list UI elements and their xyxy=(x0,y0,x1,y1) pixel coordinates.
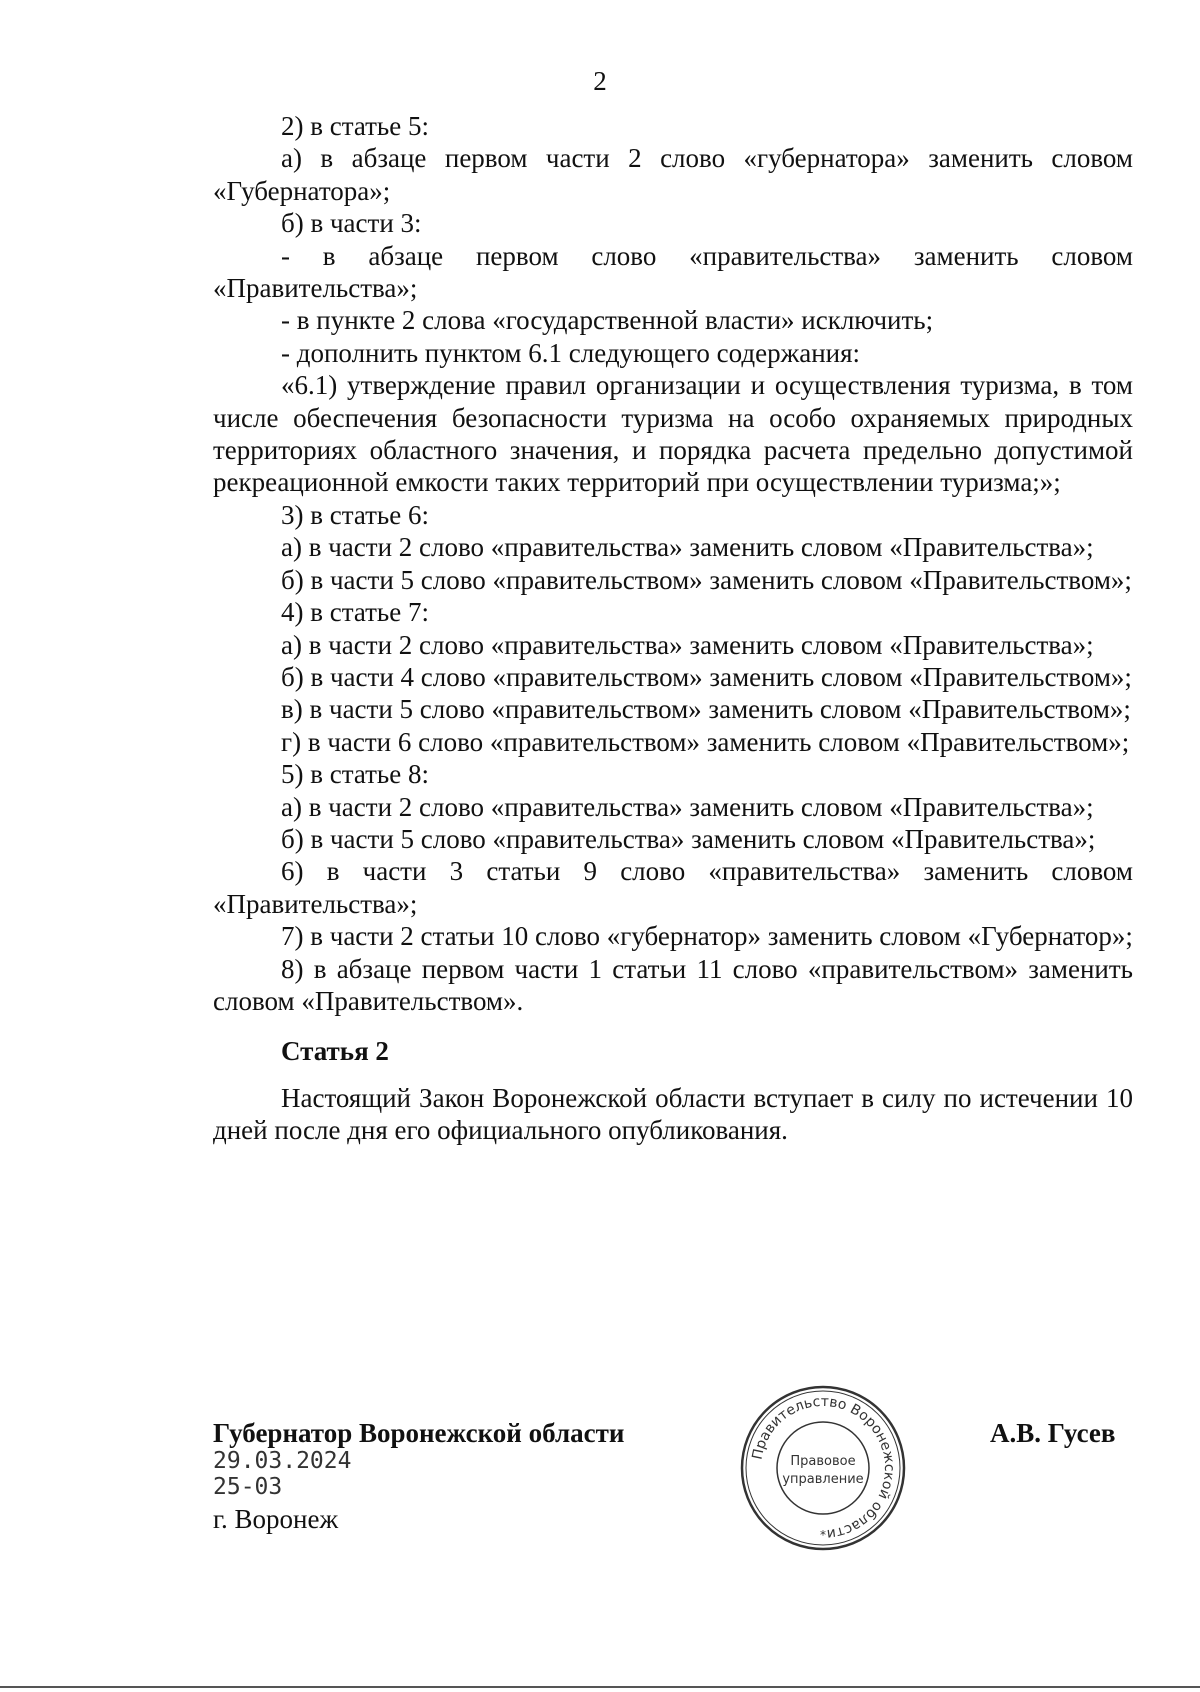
paragraph: 2) в статье 5: xyxy=(281,111,429,141)
paragraph: 8) в абзаце первом части 1 статьи 11 слово «правительством» заменить словом «Правительством». xyxy=(213,953,1133,1016)
stamp-center-line2: управление xyxy=(782,1472,864,1487)
city: г. Воронеж xyxy=(213,1504,339,1534)
paragraph: - в абзаце первом слово «правительства» заменить словом «Правительства»; xyxy=(213,240,1133,304)
bottom-rule xyxy=(0,1686,1200,1688)
signature-block xyxy=(213,1418,624,1534)
document-body xyxy=(213,110,1133,1147)
paragraph: - дополнить пунктом 6.1 следующего содержания: xyxy=(281,337,861,368)
paragraph: 7) в части 2 статьи 10 слово «губернатор» заменить словом «Губернатор»; xyxy=(281,921,1133,952)
paragraph: а) в части 2 слово «правительства» заменить словом «Правительства»; xyxy=(281,532,1094,563)
paragraph: - в пункте 2 слова «государственной власти» исключить; xyxy=(281,305,934,336)
signing-date: 29.03.2024 xyxy=(213,1448,352,1474)
paragraph: а) в части 2 слово «правительства» заменить словом «Правительства»; xyxy=(281,791,1094,822)
official-stamp xyxy=(738,1383,908,1553)
document-number: 25-03 xyxy=(213,1474,283,1500)
paragraph: в) в части 5 слово «правительством» заменить словом «Правительством»; xyxy=(281,694,1131,725)
signer-name: А.В. Гусев xyxy=(990,1418,1116,1448)
stamp-center-line1: Правовое xyxy=(790,1454,856,1469)
paragraph: 4) в статье 7: xyxy=(281,597,429,628)
article-heading: Статья 2 xyxy=(281,1036,389,1067)
paragraph: б) в части 5 слово «правительством» заменить словом «Правительством»; xyxy=(281,564,1132,595)
paragraph: «6.1) утверждение правил организации и осуществления туризма, в том числе обеспечения безопасности туризма на особо охраняемых природных территориях областного значения, и порядка расчета предельно допустимой рекреационной емкости таких территорий при осуществлении туризма;»; xyxy=(213,370,1133,498)
paragraph: б) в части 4 слово «правительством» заменить словом «Правительством»; xyxy=(281,661,1132,692)
governor-title: Губернатор Воронежской области xyxy=(213,1418,625,1448)
paragraph: 5) в статье 8: xyxy=(281,759,429,790)
article-text: Настоящий Закон Воронежской области вступает в силу по истечении 10 дней после дня его официального опубликования. xyxy=(213,1082,1133,1146)
stamp-star: * xyxy=(820,1528,826,1542)
paragraph: а) в абзаце первом части 2 слово «губернатора» заменить словом «Губернатора»; xyxy=(213,143,1133,206)
stamp-ring-text: Правительство Воронежской области xyxy=(749,1393,898,1543)
page-number: 2 xyxy=(593,66,607,96)
paragraph: б) в части 5 слово «правительства» заменить словом «Правительства»; xyxy=(281,823,1096,854)
paragraph: г) в части 6 слово «правительством» заменить словом «Правительством»; xyxy=(281,726,1130,757)
paragraph: б) в части 3: xyxy=(281,208,422,239)
paragraph: 3) в статье 6: xyxy=(281,499,429,530)
paragraph: 6) в части 3 статьи 9 слово «правительства» заменить словом «Правительства»; xyxy=(213,856,1133,919)
paragraph: а) в части 2 слово «правительства» заменить словом «Правительства»; xyxy=(281,629,1094,660)
